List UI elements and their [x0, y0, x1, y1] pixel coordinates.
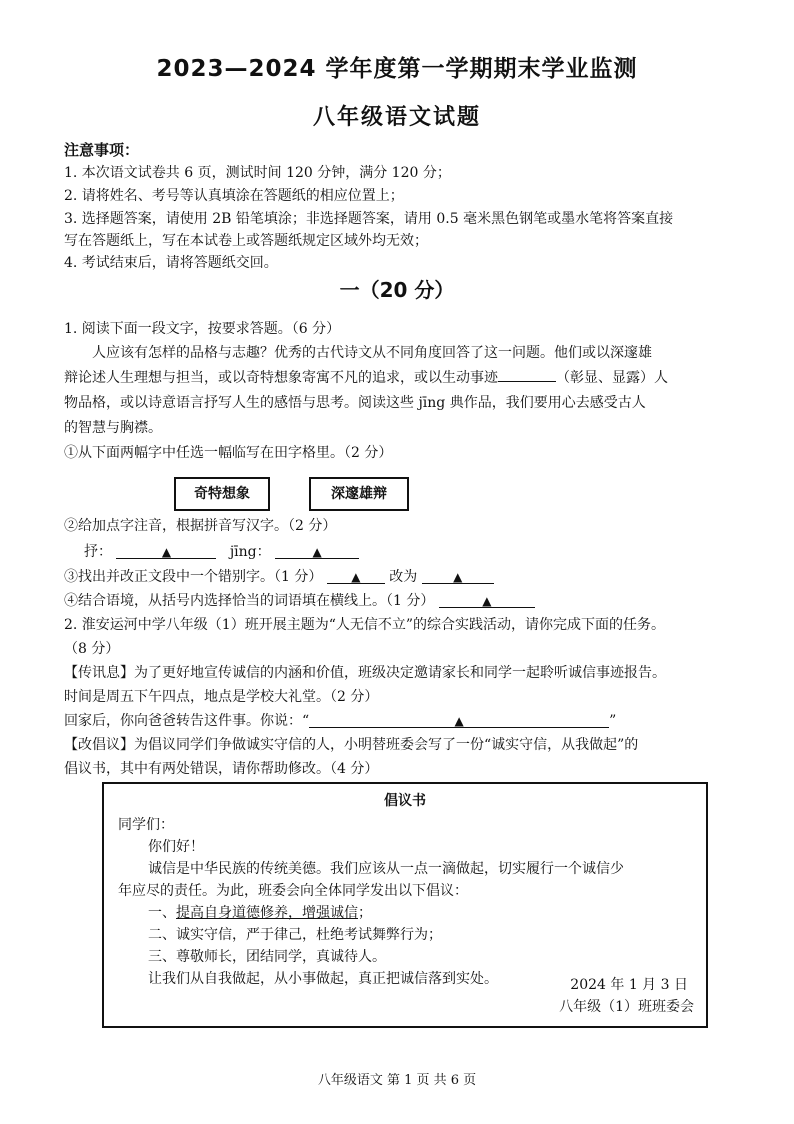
notice-item: 4. 考试结束后，请将答题纸交回。	[64, 255, 278, 271]
proposal-greeting: 同学们：	[118, 817, 174, 833]
proposal-box	[102, 782, 708, 1028]
q1-passage-line: 人应该有怎样的品格与志趣？优秀的古代诗文从不同角度回答了这一问题。他们或以深邃雄	[92, 345, 652, 361]
q1-sub4-text: ④结合语境，从括号内选择恰当的词语填在横线上。（1 分）	[64, 593, 435, 609]
proposal-item-underlined: 提高自身道德修养，增强诚信	[176, 905, 358, 921]
q2-stem: 2. 淮安运河中学八年级（1）班开展主题为“人无信不立”的综合实践活动，请你完成下面的任务。	[64, 617, 666, 633]
answer-marker-icon: ▲	[312, 545, 322, 559]
notice-item: 写在答题纸上，写在本试卷上或答题纸规定区域外均无效；	[64, 233, 428, 249]
q2-info-text: 回家后，你向爸爸转告这件事。你说：“	[64, 713, 310, 729]
proposal-date: 2024 年 1 月 3 日	[570, 977, 688, 993]
q1-sub1: ①从下面两幅字中任选一幅临写在田字格里。（2 分）	[64, 445, 393, 461]
notice-item: 1. 本次语文试卷共 6 页，测试时间 120 分钟，满分 120 分；	[64, 165, 451, 181]
exam-title: 2023—2024 学年度第一学期期末学业监测	[156, 56, 638, 82]
q2-revise: 【改倡议】为倡议同学们争做诚实守信的人，小明替班委会写了一份“诚实守信，从我做起”的	[64, 737, 639, 753]
q2-info-answer	[64, 710, 616, 730]
answer-marker-icon: ▲	[482, 594, 492, 608]
answer-blank[interactable]	[498, 367, 556, 382]
q1-passage-line: 的智慧与胸襟。	[64, 420, 162, 436]
answer-blank[interactable]	[422, 569, 494, 584]
copy-word-box-1: 奇特想象	[174, 477, 270, 511]
exam-subtitle: 八年级语文试题	[312, 105, 481, 130]
answer-blank[interactable]	[327, 569, 385, 584]
proposal-signature: 八年级（1）班班委会	[559, 999, 694, 1015]
answer-blank[interactable]	[116, 544, 216, 559]
q2-info-text: ”	[609, 713, 617, 729]
section-heading: 一（20 分）	[339, 278, 455, 302]
q1-sub2: ②给加点字注音，根据拼音写汉字。（2 分）	[64, 518, 337, 534]
q1-sub3	[64, 566, 494, 586]
proposal-body: 年应尽的责任。为此，班委会向全体同学发出以下倡议：	[118, 883, 468, 899]
pinyin-label: 抒：	[84, 544, 112, 560]
answer-blank[interactable]	[309, 713, 609, 728]
q1-passage-line	[64, 367, 668, 387]
proposal-title: 倡议书	[384, 793, 426, 809]
answer-blank[interactable]	[275, 544, 359, 559]
answer-marker-icon: ▲	[161, 545, 172, 559]
q1-sub2-answers	[84, 541, 359, 561]
q1-sub3-text: ③找出并改正文段中一个错别字。（1 分）	[64, 569, 323, 585]
q1-sub4	[64, 590, 535, 610]
proposal-body: 诚信是中华民族的传统美德。我们应该从一点一滴做起，切实履行一个诚信少	[148, 861, 624, 877]
proposal-item	[148, 902, 372, 922]
q1-sub3-text: 改为	[389, 569, 418, 585]
q1-passage-text: 辩论述人生理想与担当，或以奇特想象寄寓不凡的追求，或以生动事迹	[64, 370, 498, 386]
q2-info: 【传讯息】为了更好地宣传诚信的内涵和价值，班级决定邀请家长和同学一起聆听诚信事迹报告。	[64, 665, 666, 681]
q2-stem: （8 分）	[64, 641, 120, 657]
q2-info: 时间是周五下午四点，地点是学校大礼堂。（2 分）	[64, 689, 379, 705]
page-footer: 八年级语文 第 1 页 共 6 页	[317, 1073, 477, 1088]
answer-blank[interactable]	[439, 593, 535, 608]
proposal-hello: 你们好！	[148, 839, 204, 855]
notice-item: 3. 选择题答案，请使用 2B 铅笔填涂；非选择题答案，请用 0.5 毫米黑色钢笔或墨水笔将答案直接	[64, 211, 674, 227]
notice-item: 2. 请将姓名、考号等认真填涂在答题纸的相应位置上；	[64, 188, 404, 204]
copy-word-box-2: 深邃雄辩	[309, 477, 409, 511]
q2-revise: 倡议书，其中有两处错误，请你帮助修改。（4 分）	[64, 761, 379, 777]
answer-marker-icon: ▲	[453, 570, 463, 584]
pinyin-label: jīng：	[229, 544, 271, 560]
proposal-item-suffix: ；	[358, 905, 372, 921]
q1-stem: 1. 阅读下面一段文字，按要求答题。（6 分）	[64, 321, 341, 337]
proposal-item-prefix: 一、	[148, 905, 176, 921]
q1-passage-text: （彰显、显露）人	[556, 370, 668, 386]
proposal-closing: 让我们从自我做起，从小事做起，真正把诚信落到实处。	[148, 971, 498, 987]
answer-marker-icon: ▲	[351, 570, 361, 584]
q1-passage-line: 物品格，或以诗意语言抒写人生的感悟与思考。阅读这些 jīng 典作品，我们要用心去感受古人	[64, 395, 646, 411]
notice-title: 注意事项：	[64, 141, 140, 159]
answer-marker-icon: ▲	[454, 714, 464, 728]
proposal-item: 二、诚实守信，严于律己，杜绝考试舞弊行为；	[148, 927, 442, 943]
proposal-item: 三、尊敬师长，团结同学，真诚待人。	[148, 949, 386, 965]
